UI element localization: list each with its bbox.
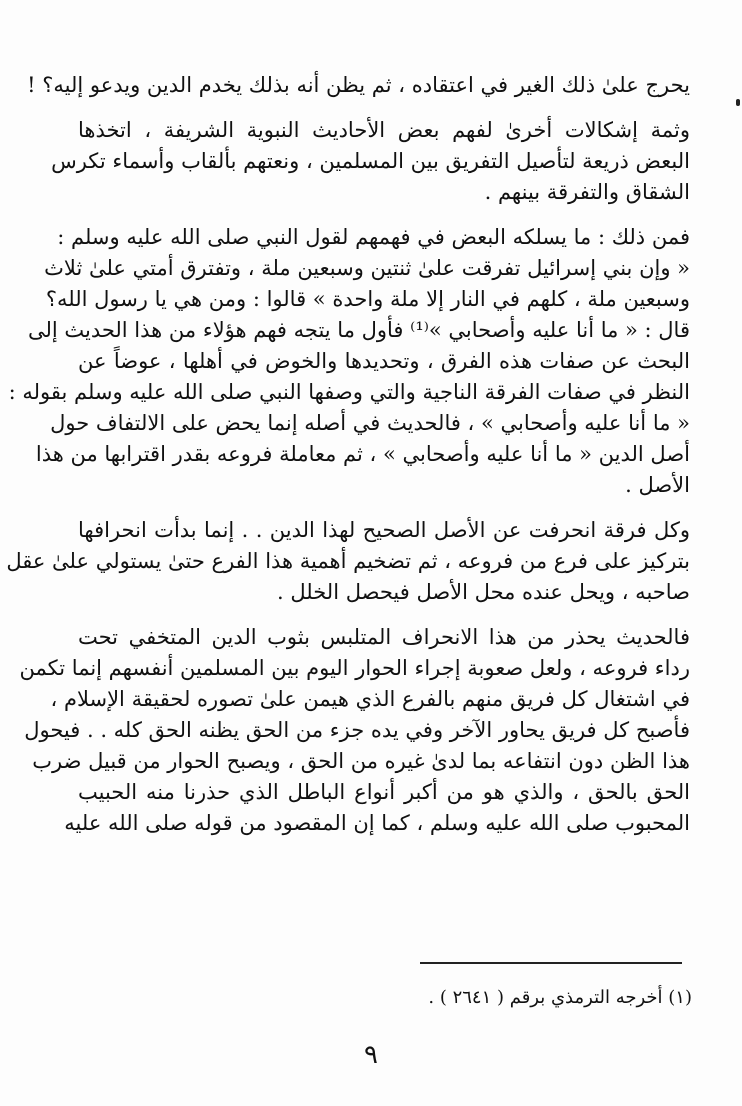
text-line: أصل الدين « ما أنا عليه وأصحابي » ، ثم معاملة فروعه بقدر اقترابها من هذا [35,442,690,466]
text-line: فأصبح كل فريق يحاور الآخر وفي يده جزء من الحق يظنه الحق كله . . فيحول [24,718,690,742]
text-line: الحق بالحق ، والذي هو من أكبر أنواع الباطل الذي حذرنا منه الحبيب [78,780,690,804]
text-line: الأصل . [625,473,690,497]
text-line: البعض ذريعة لتأصيل التفريق بين المسلمين ، ونعتهم بألقاب وأسماء تكرس [51,149,690,173]
text-line: هذا الظن دون انتفاعه بما لدىٰ غيره من الحق ، ويصبح الحوار من قبيل ضرب [32,749,690,773]
text-line: وسبعين ملة ، كلهم في النار إلا ملة واحدة » قالوا : ومن هي يا رسول الله؟ [45,287,690,311]
paragraph-1 [27,70,690,101]
text-line: البحث عن صفات هذه الفرق ، وتحديدها والخوض في أهلها ، عوضاً عن [78,349,690,373]
text-line: في اشتغال كل فريق منهم بالفرع الذي هيمن علىٰ تصوره لحقيقة الإسلام ، [50,687,690,711]
paragraph-3 [8,222,690,501]
text-line: وثمة إشكالات أخرىٰ لفهم بعض الأحاديث النبوية الشريفة ، اتخذها [78,118,690,142]
footnote-separator [420,962,682,964]
text-line: قال : « ما أنا عليه وأصحابي »⁽¹⁾ فأول ما يتجه فهم هؤلاء من هذا الحديث إلى [27,318,690,342]
footnote: (١) أخرجه الترمذي برقم ( ٢٦٤١ ) . [428,987,692,1008]
text-line: المحبوب صلى الله عليه وسلم ، كما إن المقصود من قوله صلى الله عليه [64,811,690,835]
text-line: رداء فروعه ، ولعل صعوبة إجراء الحوار اليوم بين المسلمين أنفسهم إنما تكمن [19,656,690,680]
text-line: فالحديث يحذر من هذا الانحراف المتلبس بثوب الدين المتخفي تحت [78,625,690,649]
text-line: بتركيز على فرع من فروعه ، ثم تضخيم أهمية هذا الفرع حتىٰ يستولي علىٰ عقل [6,549,690,573]
main-text [6,70,690,839]
paragraph-2 [51,115,690,208]
text-line: فمن ذلك : ما يسلكه البعض في فهمهم لقول النبي صلى الله عليه وسلم : [57,225,690,249]
text-line: الشقاق والتفرقة بينهم . [484,180,690,204]
paragraph-5 [19,622,690,839]
margin-mark [736,99,740,106]
text-line: « ما أنا عليه وأصحابي » ، فالحديث في أصله إنما يحض على الالتفاف حول [50,411,690,435]
text-line: وكل فرقة انحرفت عن الأصل الصحيح لهذا الدين . . إنما بدأت انحرافها [78,518,690,542]
text-line: « وإن بني إسرائيل تفرقت علىٰ ثنتين وسبعين ملة ، وتفترق أمتي علىٰ ثلاث [44,256,690,280]
text-line: صاحبه ، ويحل عنده محل الأصل فيحصل الخلل . [277,580,690,604]
page-number: ٩ [364,1040,378,1070]
text-line: النظر في صفات الفرقة الناجية والتي وصفها النبي صلى الله عليه وسلم بقوله : [8,380,690,404]
paragraph-4 [6,515,690,608]
text-line: يحرج علىٰ ذلك الغير في اعتقاده ، ثم يظن أنه بذلك يخدم الدين ويدعو إليه؟ ! [27,73,690,97]
